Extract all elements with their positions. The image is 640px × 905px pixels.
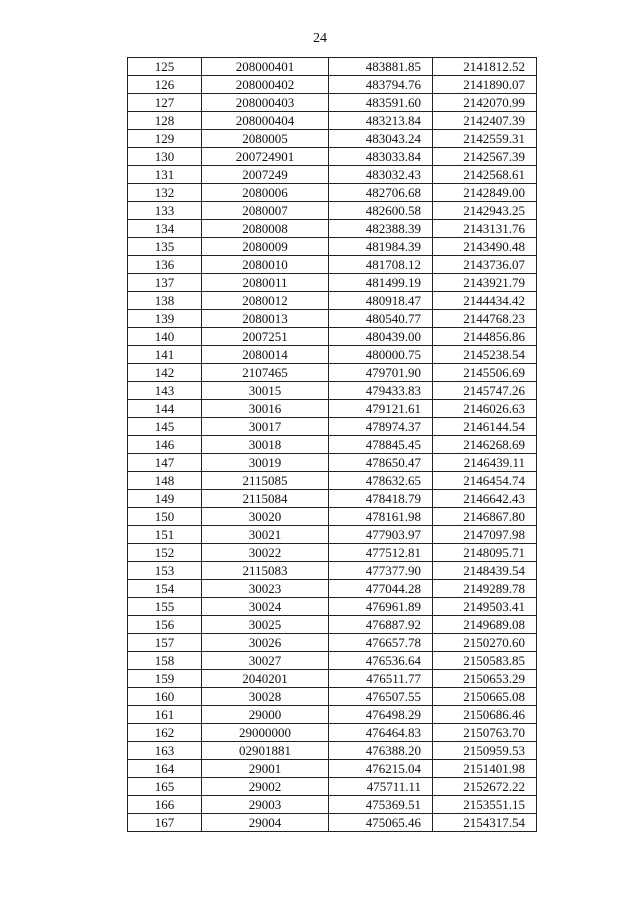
point-index-cell: 145 [128, 418, 202, 436]
y-coordinate-cell: 2144856.86 [433, 328, 537, 346]
x-coordinate-cell: 480540.77 [329, 310, 433, 328]
table-row [128, 292, 537, 310]
table-row [128, 166, 537, 184]
x-coordinate-cell: 480439.00 [329, 328, 433, 346]
x-coordinate-cell: 477377.90 [329, 562, 433, 580]
point-id-cell: 30022 [202, 544, 329, 562]
y-coordinate-cell: 2150653.29 [433, 670, 537, 688]
table-row [128, 58, 537, 76]
y-coordinate-cell: 2143490.48 [433, 238, 537, 256]
point-index-cell: 148 [128, 472, 202, 490]
x-coordinate-cell: 478418.79 [329, 490, 433, 508]
x-coordinate-cell: 478632.65 [329, 472, 433, 490]
table-row [128, 400, 537, 418]
y-coordinate-cell: 2146454.74 [433, 472, 537, 490]
table-row [128, 418, 537, 436]
table-row [128, 544, 537, 562]
x-coordinate-cell: 476536.64 [329, 652, 433, 670]
point-index-cell: 137 [128, 274, 202, 292]
table-body [128, 58, 537, 832]
point-id-cell: 200724901 [202, 148, 329, 166]
x-coordinate-cell: 483043.24 [329, 130, 433, 148]
y-coordinate-cell: 2142407.39 [433, 112, 537, 130]
y-coordinate-cell: 2145747.26 [433, 382, 537, 400]
x-coordinate-cell: 476498.29 [329, 706, 433, 724]
table-row [128, 760, 537, 778]
x-coordinate-cell: 475369.51 [329, 796, 433, 814]
table-row [128, 688, 537, 706]
point-index-cell: 140 [128, 328, 202, 346]
x-coordinate-cell: 482706.68 [329, 184, 433, 202]
y-coordinate-cell: 2143736.07 [433, 256, 537, 274]
table-row [128, 508, 537, 526]
table-row [128, 364, 537, 382]
y-coordinate-cell: 2148439.54 [433, 562, 537, 580]
point-index-cell: 131 [128, 166, 202, 184]
table-row [128, 652, 537, 670]
y-coordinate-cell: 2150665.08 [433, 688, 537, 706]
table-row [128, 562, 537, 580]
x-coordinate-cell: 479701.90 [329, 364, 433, 382]
table-row [128, 796, 537, 814]
x-coordinate-cell: 476388.20 [329, 742, 433, 760]
point-id-cell: 2080009 [202, 238, 329, 256]
point-id-cell: 2080014 [202, 346, 329, 364]
point-index-cell: 158 [128, 652, 202, 670]
table-row [128, 490, 537, 508]
y-coordinate-cell: 2146867.80 [433, 508, 537, 526]
x-coordinate-cell: 483033.84 [329, 148, 433, 166]
point-index-cell: 166 [128, 796, 202, 814]
y-coordinate-cell: 2146268.69 [433, 436, 537, 454]
point-id-cell: 2107465 [202, 364, 329, 382]
point-index-cell: 130 [128, 148, 202, 166]
table-row [128, 184, 537, 202]
point-id-cell: 2080005 [202, 130, 329, 148]
y-coordinate-cell: 2146439.11 [433, 454, 537, 472]
point-index-cell: 134 [128, 220, 202, 238]
point-id-cell: 2080010 [202, 256, 329, 274]
y-coordinate-cell: 2150583.85 [433, 652, 537, 670]
point-id-cell: 29000000 [202, 724, 329, 742]
point-index-cell: 160 [128, 688, 202, 706]
table-row [128, 778, 537, 796]
point-id-cell: 2115083 [202, 562, 329, 580]
y-coordinate-cell: 2151401.98 [433, 760, 537, 778]
table-row [128, 310, 537, 328]
x-coordinate-cell: 479121.61 [329, 400, 433, 418]
x-coordinate-cell: 475711.11 [329, 778, 433, 796]
point-id-cell: 30019 [202, 454, 329, 472]
point-index-cell: 127 [128, 94, 202, 112]
point-index-cell: 157 [128, 634, 202, 652]
table-row [128, 616, 537, 634]
point-index-cell: 129 [128, 130, 202, 148]
y-coordinate-cell: 2142568.61 [433, 166, 537, 184]
x-coordinate-cell: 481984.39 [329, 238, 433, 256]
table-row [128, 742, 537, 760]
table-row [128, 112, 537, 130]
point-index-cell: 151 [128, 526, 202, 544]
table-row [128, 472, 537, 490]
point-id-cell: 30028 [202, 688, 329, 706]
x-coordinate-cell: 476657.78 [329, 634, 433, 652]
point-id-cell: 2007249 [202, 166, 329, 184]
x-coordinate-cell: 480918.47 [329, 292, 433, 310]
point-index-cell: 135 [128, 238, 202, 256]
point-id-cell: 2080013 [202, 310, 329, 328]
y-coordinate-cell: 2149503.41 [433, 598, 537, 616]
x-coordinate-cell: 483881.85 [329, 58, 433, 76]
x-coordinate-cell: 483591.60 [329, 94, 433, 112]
point-id-cell: 208000402 [202, 76, 329, 94]
point-index-cell: 142 [128, 364, 202, 382]
x-coordinate-cell: 482600.58 [329, 202, 433, 220]
x-coordinate-cell: 478650.47 [329, 454, 433, 472]
x-coordinate-cell: 476464.83 [329, 724, 433, 742]
point-id-cell: 30025 [202, 616, 329, 634]
table-row [128, 94, 537, 112]
y-coordinate-cell: 2149689.08 [433, 616, 537, 634]
table-row [128, 328, 537, 346]
x-coordinate-cell: 476507.55 [329, 688, 433, 706]
x-coordinate-cell: 476215.04 [329, 760, 433, 778]
y-coordinate-cell: 2142849.00 [433, 184, 537, 202]
x-coordinate-cell: 483213.84 [329, 112, 433, 130]
table-row [128, 202, 537, 220]
point-index-cell: 141 [128, 346, 202, 364]
point-id-cell: 2080007 [202, 202, 329, 220]
table-row [128, 130, 537, 148]
y-coordinate-cell: 2146144.54 [433, 418, 537, 436]
point-index-cell: 133 [128, 202, 202, 220]
point-index-cell: 143 [128, 382, 202, 400]
point-index-cell: 161 [128, 706, 202, 724]
point-index-cell: 146 [128, 436, 202, 454]
point-id-cell: 30027 [202, 652, 329, 670]
point-index-cell: 162 [128, 724, 202, 742]
point-index-cell: 159 [128, 670, 202, 688]
point-index-cell: 126 [128, 76, 202, 94]
point-id-cell: 29000 [202, 706, 329, 724]
point-index-cell: 138 [128, 292, 202, 310]
point-id-cell: 30015 [202, 382, 329, 400]
point-id-cell: 29004 [202, 814, 329, 832]
coordinates-table [127, 57, 537, 832]
point-id-cell: 30017 [202, 418, 329, 436]
x-coordinate-cell: 481708.12 [329, 256, 433, 274]
x-coordinate-cell: 483032.43 [329, 166, 433, 184]
y-coordinate-cell: 2142943.25 [433, 202, 537, 220]
y-coordinate-cell: 2147097.98 [433, 526, 537, 544]
point-id-cell: 29001 [202, 760, 329, 778]
y-coordinate-cell: 2143131.76 [433, 220, 537, 238]
x-coordinate-cell: 481499.19 [329, 274, 433, 292]
y-coordinate-cell: 2142070.99 [433, 94, 537, 112]
point-id-cell: 30023 [202, 580, 329, 598]
point-id-cell: 208000404 [202, 112, 329, 130]
table-row [128, 148, 537, 166]
x-coordinate-cell: 478845.45 [329, 436, 433, 454]
x-coordinate-cell: 476511.77 [329, 670, 433, 688]
point-index-cell: 150 [128, 508, 202, 526]
point-index-cell: 163 [128, 742, 202, 760]
x-coordinate-cell: 476887.92 [329, 616, 433, 634]
y-coordinate-cell: 2141812.52 [433, 58, 537, 76]
y-coordinate-cell: 2153551.15 [433, 796, 537, 814]
point-id-cell: 30024 [202, 598, 329, 616]
table-row [128, 220, 537, 238]
table-row [128, 76, 537, 94]
y-coordinate-cell: 2144768.23 [433, 310, 537, 328]
point-id-cell: 2080011 [202, 274, 329, 292]
x-coordinate-cell: 476961.89 [329, 598, 433, 616]
x-coordinate-cell: 477512.81 [329, 544, 433, 562]
y-coordinate-cell: 2145238.54 [433, 346, 537, 364]
table-row [128, 454, 537, 472]
point-index-cell: 139 [128, 310, 202, 328]
point-id-cell: 208000403 [202, 94, 329, 112]
table-row [128, 346, 537, 364]
table-row [128, 598, 537, 616]
point-id-cell: 2080012 [202, 292, 329, 310]
y-coordinate-cell: 2143921.79 [433, 274, 537, 292]
point-index-cell: 149 [128, 490, 202, 508]
y-coordinate-cell: 2146642.43 [433, 490, 537, 508]
point-id-cell: 02901881 [202, 742, 329, 760]
y-coordinate-cell: 2150959.53 [433, 742, 537, 760]
y-coordinate-cell: 2145506.69 [433, 364, 537, 382]
table-row [128, 526, 537, 544]
x-coordinate-cell: 480000.75 [329, 346, 433, 364]
point-index-cell: 136 [128, 256, 202, 274]
y-coordinate-cell: 2150270.60 [433, 634, 537, 652]
table-row [128, 274, 537, 292]
point-index-cell: 165 [128, 778, 202, 796]
table-row [128, 634, 537, 652]
table-row [128, 580, 537, 598]
table-row [128, 724, 537, 742]
table-row [128, 256, 537, 274]
point-id-cell: 30020 [202, 508, 329, 526]
y-coordinate-cell: 2154317.54 [433, 814, 537, 832]
point-index-cell: 125 [128, 58, 202, 76]
table-row [128, 706, 537, 724]
point-id-cell: 30018 [202, 436, 329, 454]
point-id-cell: 30026 [202, 634, 329, 652]
point-id-cell: 208000401 [202, 58, 329, 76]
point-id-cell: 2080008 [202, 220, 329, 238]
point-id-cell: 30021 [202, 526, 329, 544]
y-coordinate-cell: 2149289.78 [433, 580, 537, 598]
point-id-cell: 2007251 [202, 328, 329, 346]
table-row [128, 436, 537, 454]
point-index-cell: 156 [128, 616, 202, 634]
y-coordinate-cell: 2142559.31 [433, 130, 537, 148]
point-index-cell: 153 [128, 562, 202, 580]
table-row [128, 238, 537, 256]
point-index-cell: 132 [128, 184, 202, 202]
x-coordinate-cell: 477903.97 [329, 526, 433, 544]
point-id-cell: 2115085 [202, 472, 329, 490]
point-index-cell: 128 [128, 112, 202, 130]
point-id-cell: 2080006 [202, 184, 329, 202]
point-id-cell: 29003 [202, 796, 329, 814]
x-coordinate-cell: 477044.28 [329, 580, 433, 598]
y-coordinate-cell: 2141890.07 [433, 76, 537, 94]
point-id-cell: 2040201 [202, 670, 329, 688]
x-coordinate-cell: 475065.46 [329, 814, 433, 832]
x-coordinate-cell: 482388.39 [329, 220, 433, 238]
y-coordinate-cell: 2148095.71 [433, 544, 537, 562]
x-coordinate-cell: 478974.37 [329, 418, 433, 436]
y-coordinate-cell: 2150763.70 [433, 724, 537, 742]
point-index-cell: 155 [128, 598, 202, 616]
point-index-cell: 154 [128, 580, 202, 598]
y-coordinate-cell: 2150686.46 [433, 706, 537, 724]
table-row [128, 670, 537, 688]
y-coordinate-cell: 2152672.22 [433, 778, 537, 796]
point-index-cell: 164 [128, 760, 202, 778]
point-id-cell: 29002 [202, 778, 329, 796]
point-id-cell: 30016 [202, 400, 329, 418]
table-row [128, 382, 537, 400]
y-coordinate-cell: 2144434.42 [433, 292, 537, 310]
y-coordinate-cell: 2146026.63 [433, 400, 537, 418]
x-coordinate-cell: 483794.76 [329, 76, 433, 94]
x-coordinate-cell: 478161.98 [329, 508, 433, 526]
point-index-cell: 152 [128, 544, 202, 562]
point-id-cell: 2115084 [202, 490, 329, 508]
page-number: 24 [313, 31, 327, 46]
y-coordinate-cell: 2142567.39 [433, 148, 537, 166]
point-index-cell: 167 [128, 814, 202, 832]
point-index-cell: 147 [128, 454, 202, 472]
x-coordinate-cell: 479433.83 [329, 382, 433, 400]
point-index-cell: 144 [128, 400, 202, 418]
table-row [128, 814, 537, 832]
